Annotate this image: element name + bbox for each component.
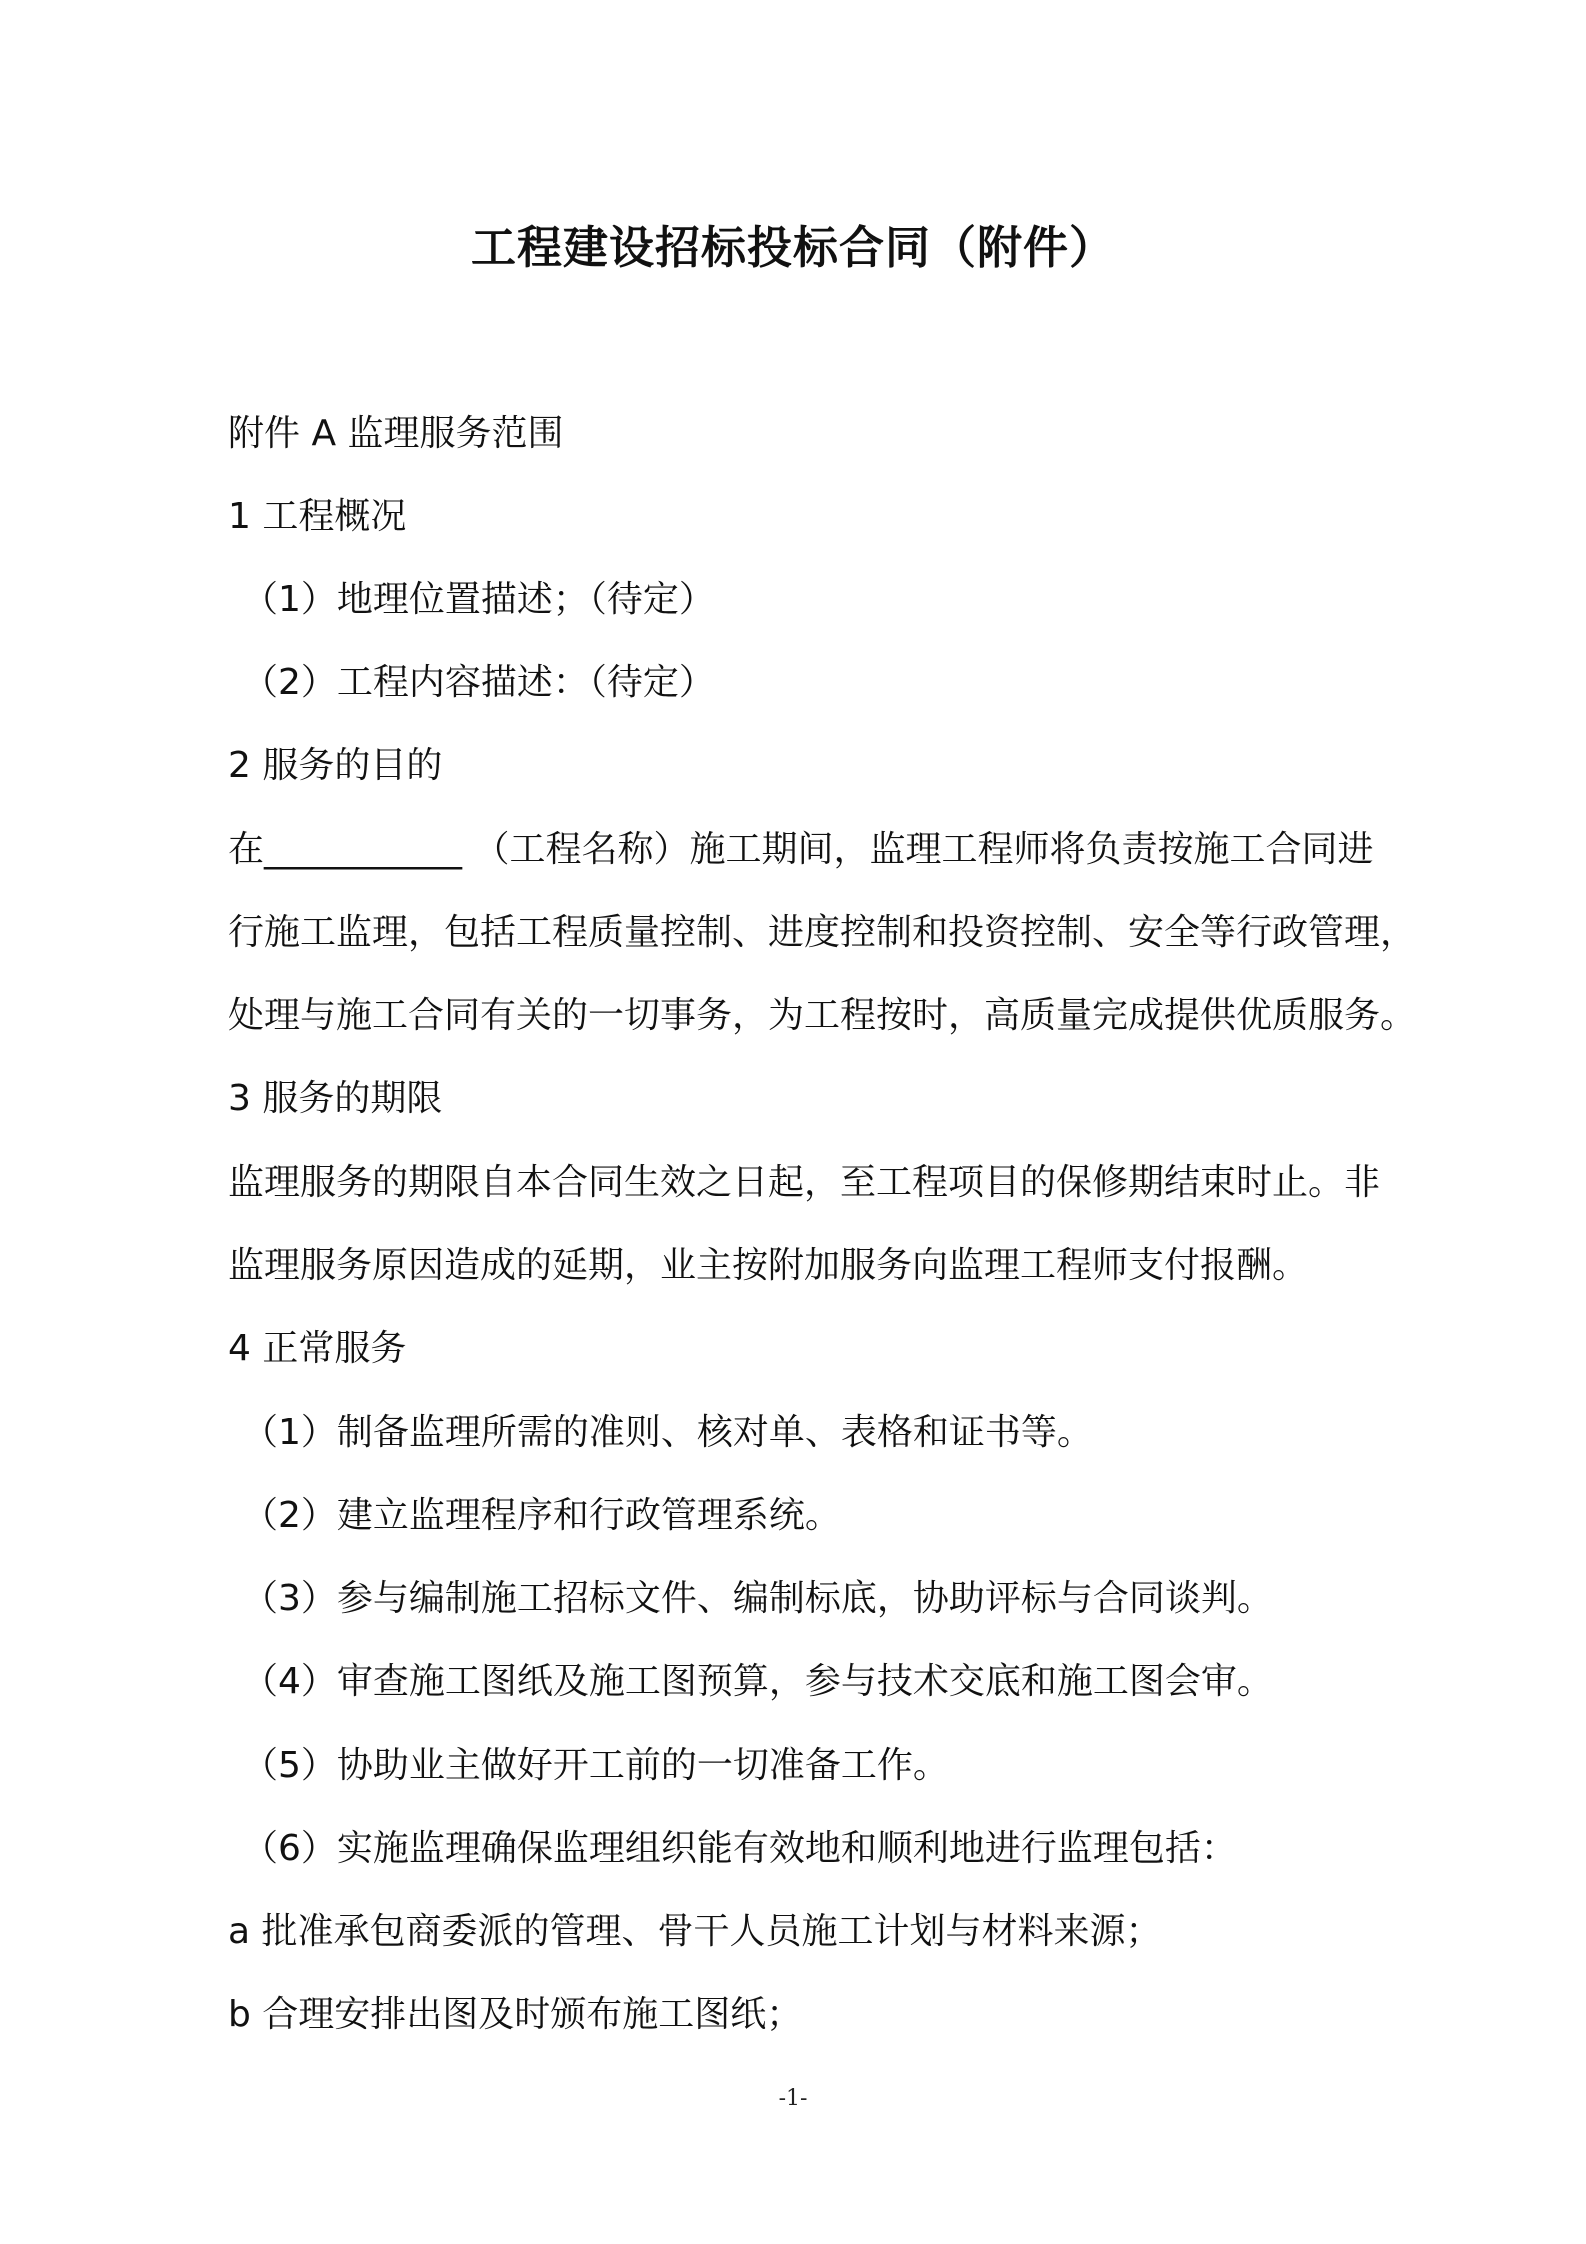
sub-list-item: a 批准承包商委派的管理、骨干人员施工计划与材料来源； (228, 1911, 1162, 1952)
section-1-heading: 1 工程概况 (228, 496, 407, 537)
list-item: （6）实施监理确保监理组织能有效地和顺利地进行监理包括： (242, 1828, 1237, 1869)
paragraph-line: 监理服务原因造成的延期，业主按附加服务向监理工程师支付报酬。 (228, 1245, 1309, 1286)
paragraph-line: 监理服务的期限自本合同生效之日起，至工程项目的保修期结束时止。非 (228, 1162, 1381, 1203)
list-item: （2）建立监理程序和行政管理系统。 (242, 1495, 841, 1536)
annex-heading: 附件 A 监理服务范围 (228, 413, 564, 454)
paragraph-line: 行施工监理，包括工程质量控制、进度控制和投资控制、安全等行政管理， (228, 912, 1417, 953)
page-number: -1- (778, 2086, 808, 2111)
list-item: （1）地理位置描述；（待定） (242, 579, 715, 620)
list-item: （1）制备监理所需的准则、核对单、表格和证书等。 (242, 1412, 1093, 1453)
section-4-heading: 4 正常服务 (228, 1328, 407, 1369)
section-2-heading: 2 服务的目的 (228, 745, 443, 786)
paragraph-line: 处理与施工合同有关的一切事务，为工程按时，高质量完成提供优质服务。 (228, 995, 1417, 1036)
list-item: （3）参与编制施工招标文件、编制标底，协助评标与合同谈判。 (242, 1578, 1273, 1619)
list-item: （5）协助业主做好开工前的一切准备工作。 (242, 1745, 949, 1786)
list-item: （4）审查施工图纸及施工图预算，参与技术交底和施工图会审。 (242, 1661, 1273, 1702)
section-3-heading: 3 服务的期限 (228, 1078, 443, 1119)
sub-list-item: b 合理安排出图及时颁布施工图纸； (228, 1994, 803, 2035)
list-item: （2）工程内容描述：（待定） (242, 662, 715, 703)
document-title: 工程建设招标投标合同（附件） (470, 221, 1115, 274)
paragraph-line: 在___________ （工程名称）施工期间，监理工程师将负责按施工合同进 (228, 829, 1374, 870)
